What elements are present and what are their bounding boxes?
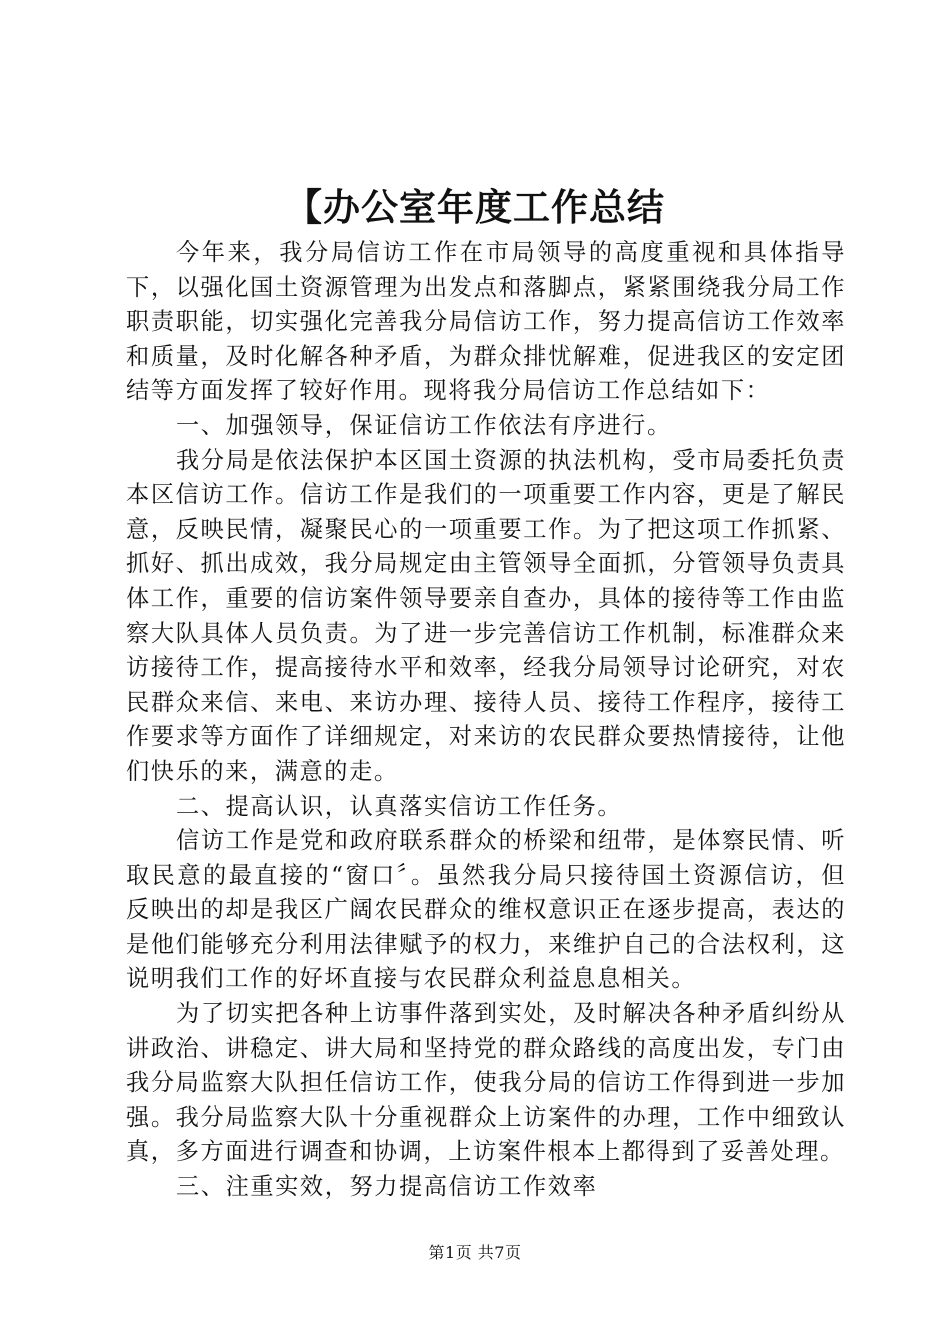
document-title: 【办公室年度工作总结 <box>285 186 665 229</box>
page-number-footer: 第1页 共7页 <box>428 1243 522 1262</box>
section-1-paragraph: 我分局是依法保护本区国土资源的执法机构，受市局委托负责本区信访工作。信访工作是我们的一项重要工作内容，更是了解民意，反映民情，凝聚民心的一项重要工作。为了把这项工作抓紧、抓好、抓出成效，我分局规定由主管领导全面抓，分管领导负责具体工作，重要的信访案件领导要亲自查办，具体的接待等工作由监察大队具体人员负责。为了进一步完善信访工作机制，标准群众来访接待工作，提高接待水平和效率，经我分局领导讨论研究，对农民群众来信、来电、来访办理、接待人员、接待工作程序，接待工作要求等方面作了详细规定，对来访的农民群众要热情接待，让他们快乐的来，满意的走。 <box>126 446 846 785</box>
section-heading-3: 三、注重实效，努力提高信访工作效率 <box>176 1173 598 1201</box>
section-heading-2: 二、提高认识，认真落实信访工作任务。 <box>176 792 623 820</box>
section-2-paragraph-2: 为了切实把各种上访事件落到实处，及时解决各种矛盾纠纷从讲政治、讲稳定、讲大局和坚持党的群众路线的高度出发，专门由我分局监察大队担任信访工作，使我分局的信访工作得到进一步加强。我分局监察大队十分重视群众上访案件的办理，工作中细致认真，多方面进行调查和协调，上访案件根本上都得到了妥善处理。 <box>126 1000 846 1166</box>
intro-paragraph: 今年来，我分局信访工作在市局领导的高度重视和具体指导下，以强化国土资源管理为出发点和落脚点，紧紧围绕我分局工作职责职能，切实强化完善我分局信访工作，努力提高信访工作效率和质量，及时化解各种矛盾，为群众排忧解难，促进我区的安定团结等方面发挥了较好作用。现将我分局信访工作总结如下： <box>126 239 846 405</box>
section-heading-1: 一、加强领导，保证信访工作依法有序进行。 <box>176 411 672 439</box>
document-body <box>126 236 846 1205</box>
section-2-paragraph-1: 信访工作是党和政府联系群众的桥梁和纽带，是体察民情、听取民意的最直接的“窗口〞。虽然我分局只接待国土资源信访，但反映出的却是我区广阔农民群众的维权意识正在逐步提高，表达的是他们能够充分利用法律赋予的权力，来维护自己的合法权利，这说明我们工作的好坏直接与农民群众利益息息相关。 <box>126 827 846 993</box>
